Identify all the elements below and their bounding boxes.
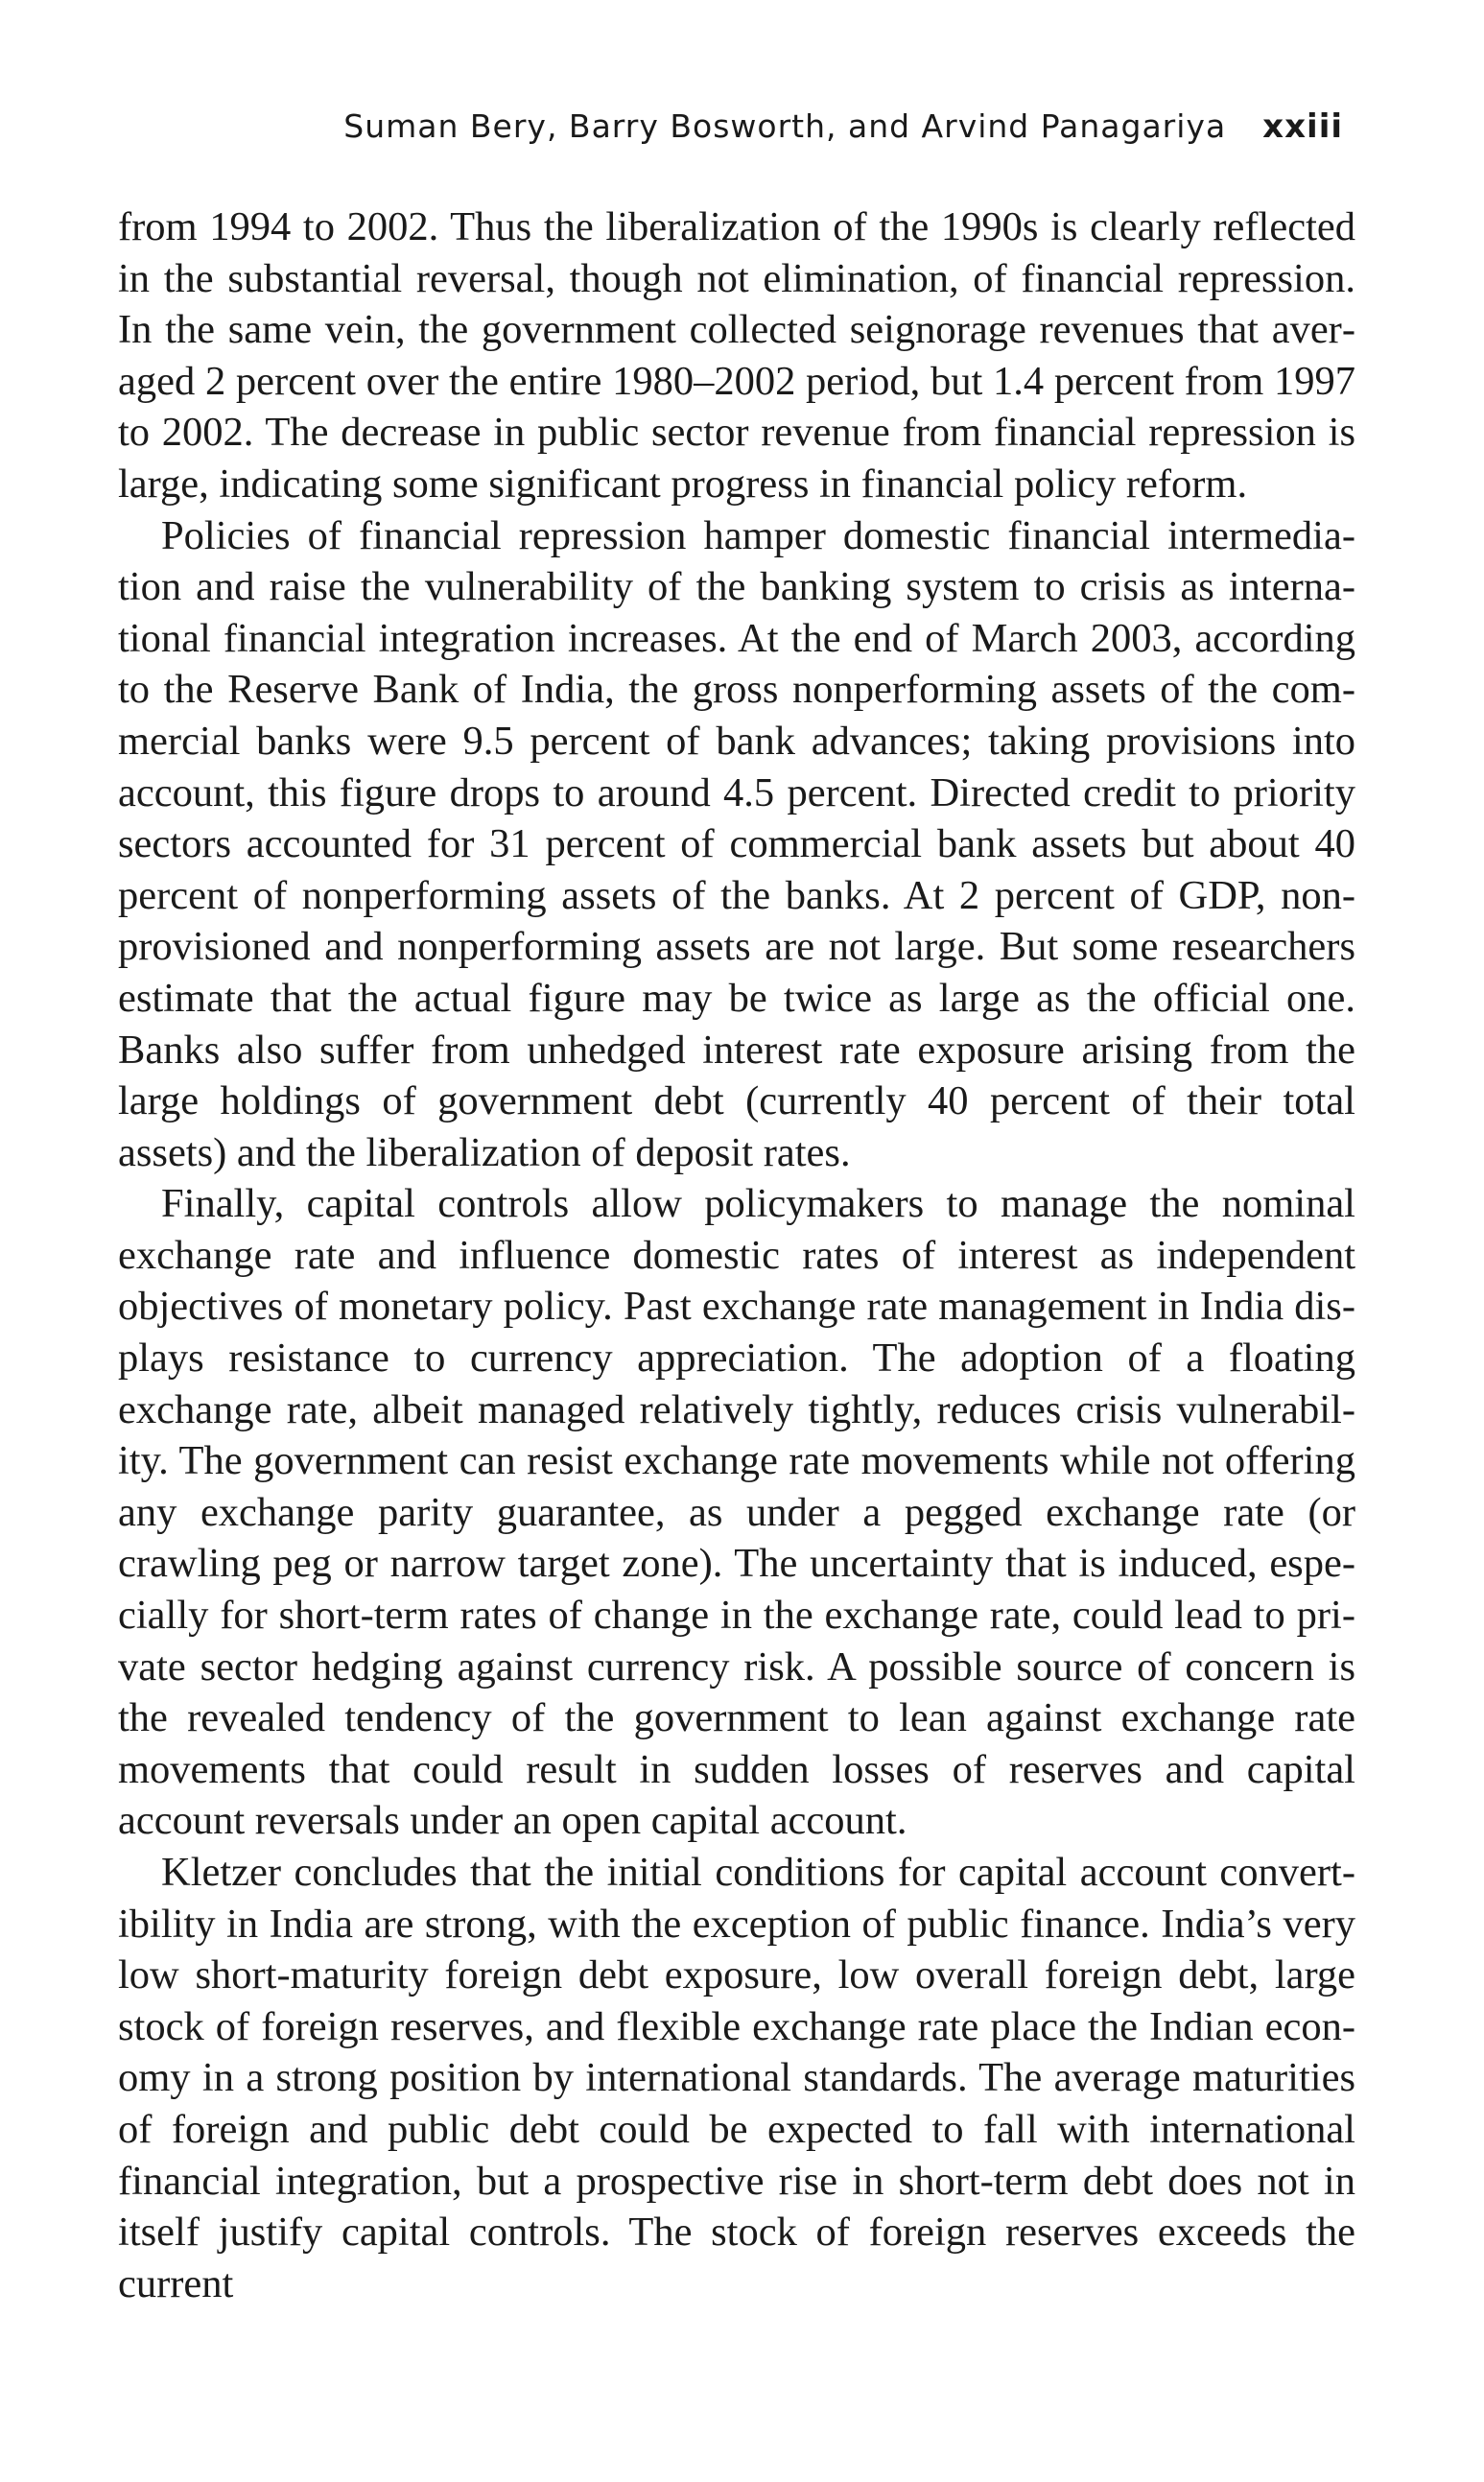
page-number: xxiii bbox=[1262, 107, 1343, 146]
paragraph-financial-repression: Policies of financial repression hamper domestic financial intermediation and raise the vulnerability of the banking system to crisis as international financial integration increases. At the end of March 2003, according to the Reserve Bank of India, the gross nonperforming assets of the commercial banks were 9.5 percent of bank advances; taking provisions into account, this figure drops to around 4.5 percent. Directed credit to priority sectors accounted for 31 percent of commercial bank assets but about 40 percent of nonperforming assets of the banks. At 2 percent of GDP, nonprovisioned and nonperforming assets are not large. But some researchers estimate that the actual figure may be twice as large as the official one. Banks also suffer from unhedged interest rate exposure arising from the large holdings of government debt (currently 40 percent of their total assets) and the liberalization of deposit rates. bbox=[118, 512, 1355, 1175]
paragraph-capital-controls: Finally, capital controls allow policymakers to manage the nominal exchange rate and influence domestic rates of interest as independent objectives of monetary policy. Past exchange rate management in India displays resistance to currency appreciation. The adoption of a floating exchange rate, albeit managed relatively tightly, reduces crisis vulnerability. The government can resist exchange rate movements while not offering any exchange parity guarantee, as under a pegged exchange rate (or crawling peg or narrow target zone). The uncertainty that is induced, especially for short-term rates of change in the exchange rate, could lead to private sector hedging against currency risk. A possible source of concern is the revealed tendency of the government to lean against exchange rate movements that could result in sudden losses of reserves and capital account reversals under an open capital account. bbox=[118, 1181, 1355, 1844]
body-text bbox=[118, 201, 1355, 2309]
running-head-authors: Suman Bery, Barry Bosworth, and Arvind Panagariya bbox=[343, 107, 1227, 145]
paragraph-kletzer-conclusion: Kletzer concludes that the initial conditions for capital account convertibility in India are strong, with the exception of public finance. India’s very low short-maturity foreign debt exposure, low overall foreign debt, large stock of foreign reserves, and flexible exchange rate place the Indian economy in a strong position by international standards. The average maturities of foreign and public debt could be expected to fall with international financial integration, but a prospective rise in short-term debt does not in itself justify capital controls. The stock of foreign reserves exceeds the current bbox=[118, 1850, 1355, 2306]
paragraph-continued: from 1994 to 2002. Thus the liberalization of the 1990s is clearly reflected in the substantial reversal, though not elimination, of financial repression. In the same vein, the government collected seignorage revenues that averaged 2 percent over the entire 1980–2002 period, but 1.4 percent from 1997 to 2002. The decrease in public sector revenue from financial repression is large, indicating some significant progress in financial policy reform. bbox=[118, 204, 1355, 507]
running-head bbox=[343, 107, 1343, 146]
